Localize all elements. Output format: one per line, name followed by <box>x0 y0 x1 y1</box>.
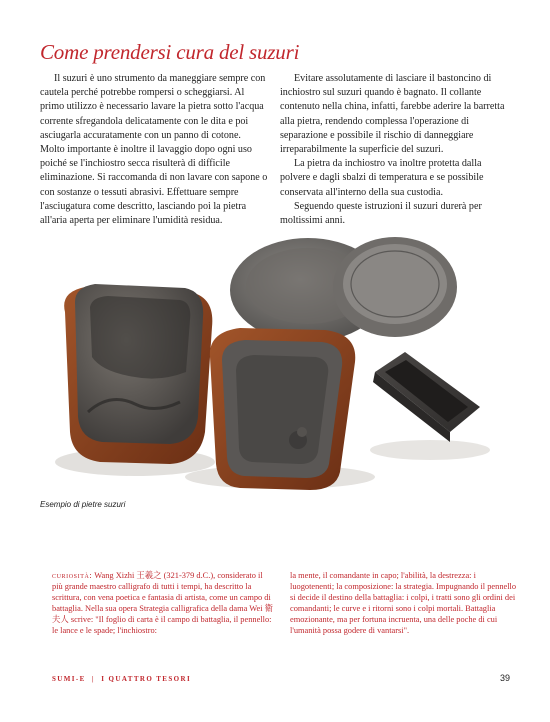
suzuri-stones-photo <box>40 232 510 492</box>
note-text-left: Wang Xizhi 王羲之 (321-379 d.C.), considerato il più grande maestro calligrafo di tutti i tempi, ha descritto la scrittura, con vena poetica e fantasia di artista, come un campo di battaglia. Nella sua opera Strategia calligrafica della dama Wei 衛夫人 scrive: "Il foglio di carta è il campo di battaglia, il pennello: le lance e le spade; l'inchiostro: <box>52 571 274 636</box>
curiosity-note-left <box>52 570 274 637</box>
right-text-column <box>280 72 510 228</box>
note-lead: curiosità: <box>52 571 93 580</box>
footer-running-title <box>52 675 191 683</box>
page-footer <box>52 673 510 687</box>
footer-section: I QUATTRO TESORI <box>101 675 192 683</box>
page-number: 39 <box>499 673 510 683</box>
photo-caption: Esempio di pietre suzuri <box>40 500 126 509</box>
footer-brand: SUMI-E <box>52 675 86 683</box>
paragraph: Seguendo queste istruzioni il suzuri durerà per moltissimi anni. <box>280 200 482 227</box>
left-text-column <box>40 72 268 228</box>
paragraph: La pietra da inchiostro va inoltre protetta dalla polvere e dagli sbalzi di temperatura e se possibile conservata all'interno della sua custodia. <box>280 158 484 198</box>
page-title: Come prendersi cura del suzuri <box>40 40 300 64</box>
curiosity-note-right: la mente, il comandante in capo; l'abilità, la destrezza: i luogotenenti; la composizione: la strategia. Impugnando il pennello si decide il destino della battaglia: i colpi, i tratti sono gli ordini dei comandanti; le curve e i ritorni sono i colpi mortali. Battaglia emozionante, ma per fortuna incruenta, una delle poche di cui l'umanità possa godere di vantarsi". <box>290 571 517 636</box>
paragraph: Il suzuri è uno strumento da maneggiare sempre con cautela perché potrebbe rompersi o scheggiarsi. Al primo utilizzo è necessario lavare la pietra sotto l'acqua corrente sfregandola delicatamente con le dita e poi asciugarla accuratamente con un panno di cotone. Molto importante è inoltre il lavaggio dopo ogni uso poiché se l'inchiostro secca risulterà di difficile eliminazione. Si raccomanda di non lavare con sapone o con sostanze o tessuti abrasivi. Effettuare sempre l'asciugatura come descritto, lasciando poi la pietra all'aria aperta per eliminare l'umidità residua. <box>40 73 268 227</box>
paragraph: Evitare assolutamente di lasciare il bastoncino di inchiostro sul suzuri quando è bagnato. Il collante contenuto nella china, infatti, farebbe aderire la barretta alla pietra, rendendo complessa l'operazione di separazione e possibile il rischio di danneggiare irreparabilmente la superficie del suzuri. <box>280 73 505 156</box>
footer-separator: | <box>92 675 95 683</box>
